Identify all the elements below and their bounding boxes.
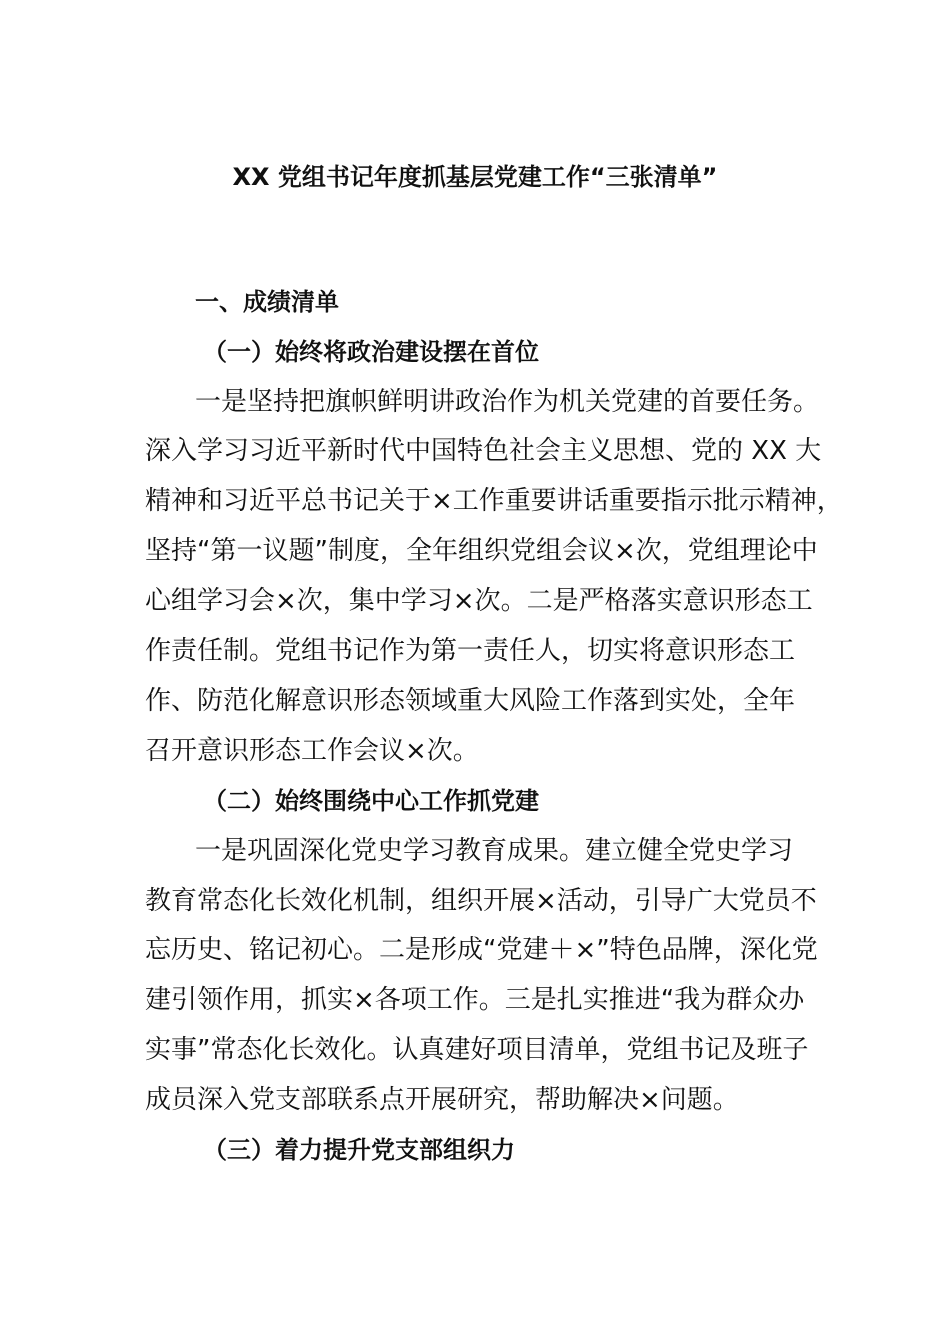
subsection-heading-branch-organization: （三）着力提升党支部组织力 — [203, 1136, 515, 1164]
paragraph-line: 实事”常态化长效化。认真建好项目清单，党组书记及班子 — [145, 1035, 809, 1065]
paragraph-line: 一是坚持把旗帜鲜明讲政治作为机关党建的首要任务。 — [195, 387, 820, 417]
subsection-heading-central-work: （二）始终围绕中心工作抓党建 — [203, 787, 539, 815]
paragraph-line: 成员深入党支部联系点开展研究，帮助解决×问题。 — [145, 1085, 739, 1115]
paragraph-line: 坚持“第一议题”制度，全年组织党组会议×次，党组理论中 — [145, 536, 818, 566]
paragraph-line: 一是巩固深化党史学习教育成果。建立健全党史学习 — [195, 836, 794, 866]
paragraph-line: 作责任制。党组书记作为第一责任人，切实将意识形态工 — [145, 636, 796, 666]
paragraph-line: 作、防范化解意识形态领域重大风险工作落到实处，全年 — [145, 686, 796, 716]
paragraph-line: 精神和习近平总书记关于×工作重要讲话重要指示批示精神， — [145, 486, 843, 516]
paragraph-line: 召开意识形态工作会议×次。 — [145, 736, 479, 766]
paragraph-line: 建引领作用，抓实×各项工作。三是扎实推进“我为群众办 — [145, 985, 805, 1015]
subsection-heading-political: （一）始终将政治建设摆在首位 — [203, 338, 539, 366]
document-title: XX 党组书记年度抓基层党建工作“三张清单” — [232, 163, 718, 191]
paragraph-line: 教育常态化长效化机制，组织开展×活动，引导广大党员不 — [145, 886, 817, 916]
section-heading-achievements: 一、成绩清单 — [195, 288, 339, 316]
paragraph-line: 忘历史、铭记初心。二是形成“党建＋×”特色品牌，深化党 — [145, 935, 818, 965]
paragraph-line: 心组学习会×次，集中学习×次。二是严格落实意识形态工 — [145, 586, 813, 616]
paragraph-line: 深入学习习近平新时代中国特色社会主义思想、党的 XX 大 — [145, 436, 822, 466]
